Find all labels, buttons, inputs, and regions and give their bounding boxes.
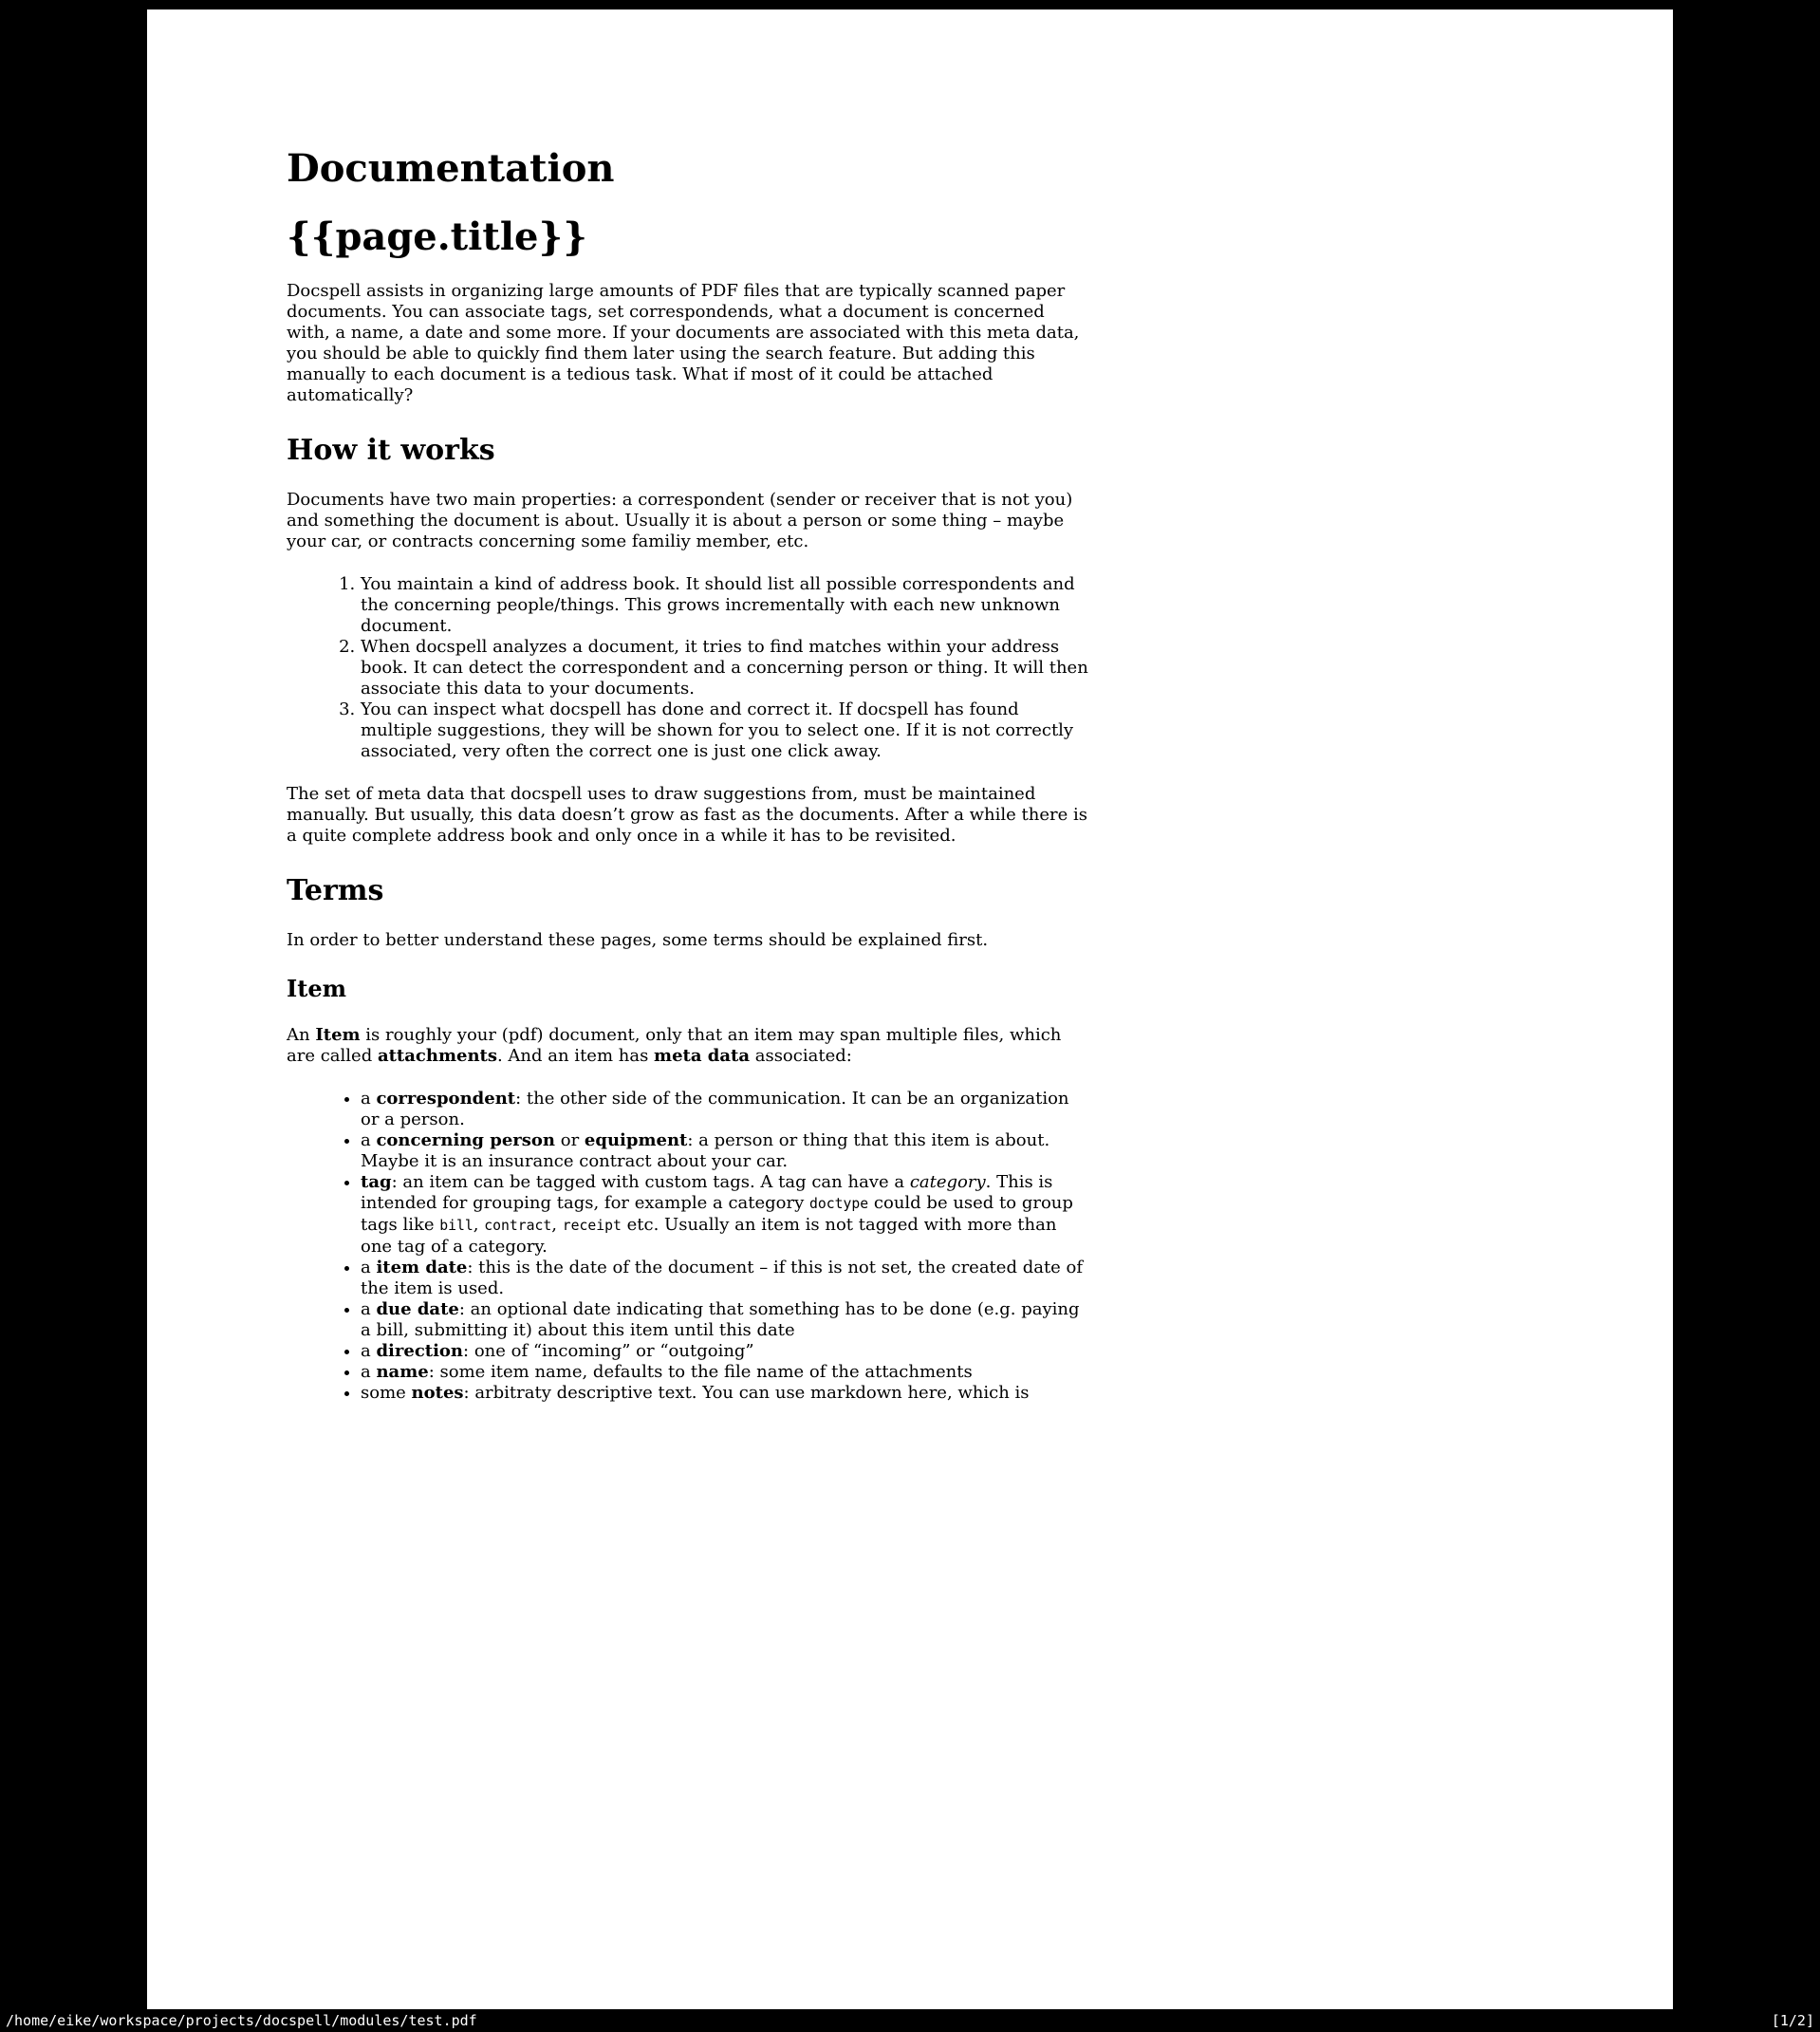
list-item: 1. You maintain a kind of address book. It should list all possible correspondents and the concerning people/things. This grows incrementally with each new unknown document. <box>361 574 1088 637</box>
how-outro-paragraph: The set of meta data that docspell uses to draw suggestions from, must be maintained manually. But usually, this data doesn’t grow as fast as the documents. After a while there is a quite complete address book and only once in a while it has to be revisited. <box>287 784 1087 846</box>
list-item: • a due date: an optional date indicating that something has to be done (e.g. paying a bill, submitting it) about this item until this date <box>361 1299 1088 1341</box>
list-item: 3. You can inspect what docspell has done and correct it. If docspell has found multiple suggestions, they will be shown for you to select one. If it is not correctly associated, very often the correct one is just one click away. <box>361 699 1088 762</box>
how-paragraph: Documents have two main properties: a correspondent (sender or receiver that is not you) and something the document is about. Usually it is about a person or some thing – maybe your car, or contracts concerning some familiy member, etc. <box>287 490 1073 551</box>
doc-title-heading: Documentation <box>287 146 615 191</box>
statusbar-page-indicator: [1/2] <box>1771 2012 1814 2029</box>
item-heading: Item <box>287 975 346 1002</box>
list-item: • a item date: this is the date of the document – if this is not set, the created date of the item is used. <box>361 1258 1088 1299</box>
how-steps-list <box>287 574 1088 762</box>
intro-paragraph: Docspell assists in organizing large amounts of PDF files that are typically scanned paper documents. You can associate tags, set correspondends, what a document is concerned with, a name, a date and some more. If your documents are associated with this meta data, you should be able to quickly find them later using the search feature. But adding this manually to each document is a tedious task. What if most of it could be attached automatically? <box>287 281 1080 405</box>
list-item: • a concerning person or equipment: a person or thing that this item is about. Maybe it is an insurance contract about your car. <box>361 1130 1088 1172</box>
terms-heading: Terms <box>287 874 384 907</box>
statusbar-filepath: /home/eike/workspace/projects/docspell/modules/test.pdf <box>6 2012 477 2029</box>
pdf-page[interactable] <box>147 9 1673 2009</box>
terms-paragraph: In order to better understand these pages, some terms should be explained first. <box>287 930 989 950</box>
list-item: • a correspondent: the other side of the communication. It can be an organization or a person. <box>361 1089 1088 1130</box>
list-item: • a name: some item name, defaults to the file name of the attachments <box>361 1362 1088 1383</box>
statusbar <box>0 2009 1820 2032</box>
how-it-works-heading: How it works <box>287 434 495 467</box>
list-item: 2. When docspell analyzes a document, it tries to find matches within your address book. It can detect the correspondent and a concerning person or thing. It will then associate this data to your documents. <box>361 637 1088 699</box>
item-intro-paragraph: An Item is roughly your (pdf) document, only that an item may span multiple files, which are called attachments. And an item has meta data associated: <box>287 1025 1062 1066</box>
list-item: • a direction: one of “incoming” or “outgoing” <box>361 1341 1088 1362</box>
page-content <box>287 147 1088 1404</box>
list-item: • some notes: arbitraty descriptive text. You can use markdown here, which is <box>361 1383 1088 1404</box>
item-meta-list <box>287 1089 1088 1404</box>
list-item: • tag: an item can be tagged with custom tags. A tag can have a category. This is intended for grouping tags, for example a category doctype could be used to group tags like bill, contract, receipt etc. Usually an item is not tagged with more than one tag of a category. <box>361 1172 1088 1258</box>
template-title-heading: {{page.title}} <box>287 214 587 259</box>
